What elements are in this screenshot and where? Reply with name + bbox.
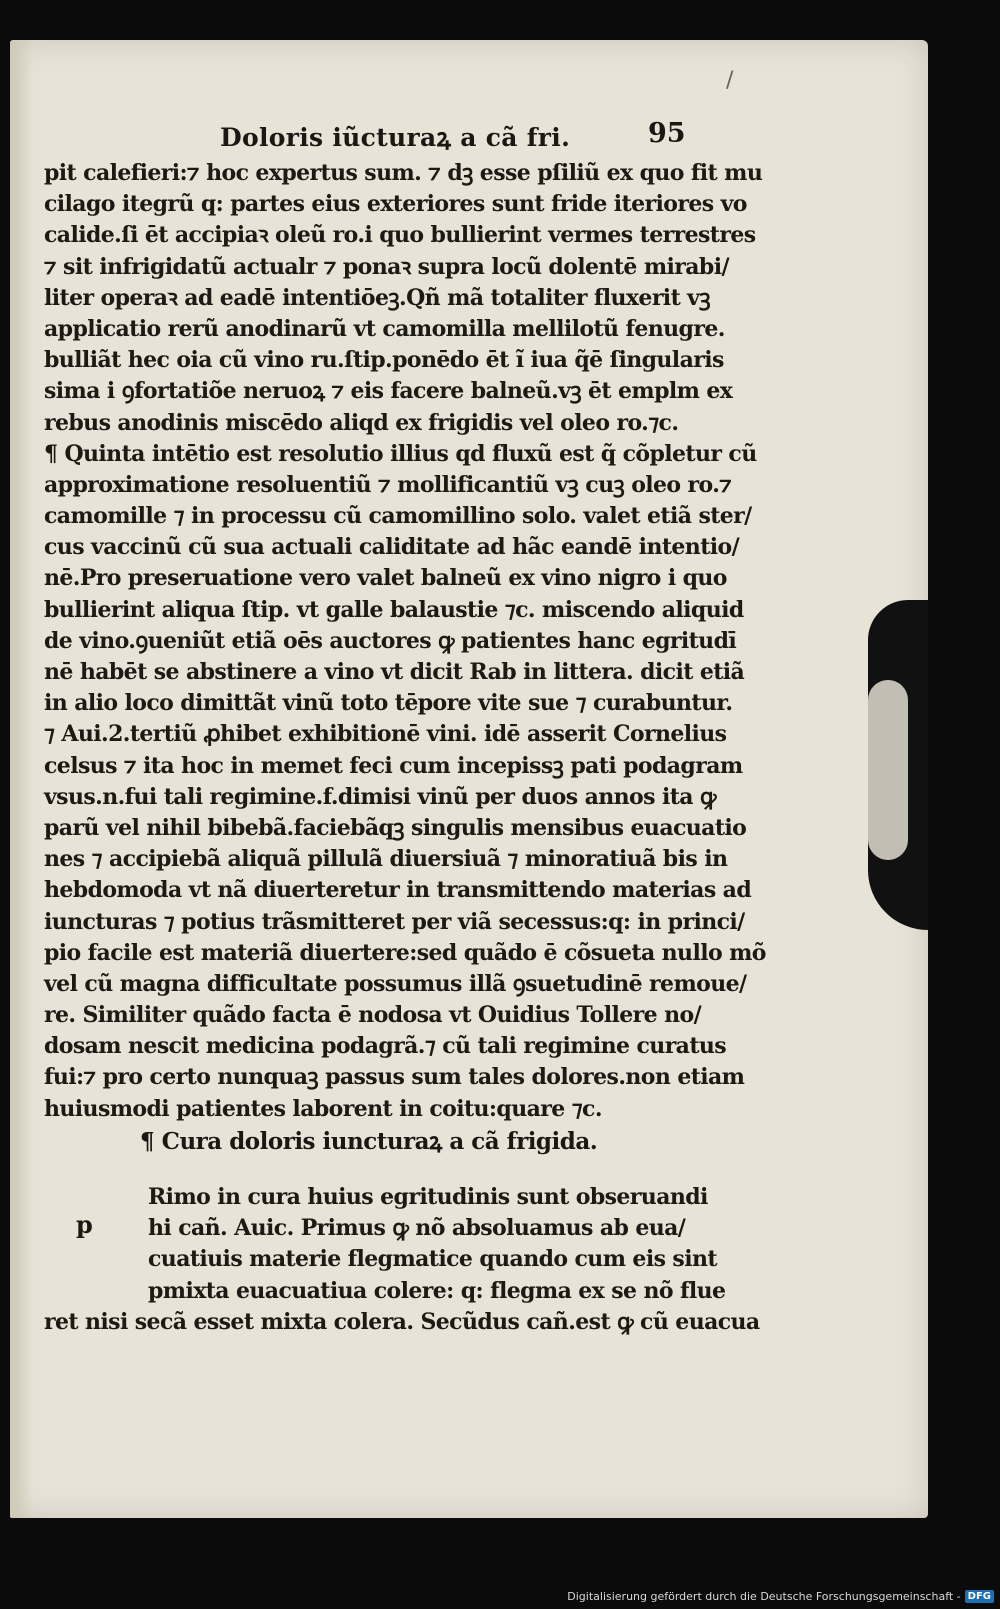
body-text — [44, 158, 766, 1125]
text-line: iuncturas ⁊ potius trãsmitteret per viã secessus:q: in princi/ — [44, 908, 745, 935]
text-line: celsus ⁊ ita hoc in memet feci cum incepissꝫ pati podagram — [44, 752, 743, 779]
text-line: ¶ Quinta intētio est resolutio illius qd fluxũ est q̃ cõpletur cũ — [44, 440, 757, 467]
chapter-text-line: pmixta euacuatiua colere: q: flegma ex se nõ flue — [148, 1277, 726, 1304]
chapter-text-line: ret nisi secã esset mixta colera. Secũdus cañ.est ꝙ cũ euacua — [44, 1308, 760, 1335]
text-line: pio facile est materiã diuertere:sed quãdo ē cõsueta nullo mõ — [44, 939, 766, 966]
text-line: nes ⁊ accipiebã aliquã pillulã diuersiuã ⁊ minoratiuã bis in — [44, 846, 728, 873]
text-line: cilago itegrũ q: partes eius exteriores sunt fride iteriores vo — [44, 191, 747, 218]
text-line: pit calefieri:⁊ hoc expertus sum. ⁊ dꝫ esse pſiliũ ex quo fit mu — [44, 160, 763, 186]
text-line: huiusmodi patientes laborent in coitu:quare ⁊c. — [44, 1095, 602, 1122]
text-line: hebdomoda vt nã diuerteretur in transmittendo materias ad — [44, 877, 752, 904]
book-page — [10, 40, 928, 1518]
page-gutter-shadow — [10, 40, 32, 1518]
dfg-logo: DFG — [965, 1590, 994, 1603]
pencil-mark: / — [726, 68, 734, 93]
chapter-text-line: Rimo in cura huius egritudinis sunt obseruandi — [148, 1184, 708, 1210]
guide-letter: p — [76, 1210, 93, 1239]
text-line: parũ vel nihil bibebã.faciebãqꝫ singulis mensibus euacuatio — [44, 814, 747, 841]
text-line: approximatione resoluentiũ ⁊ mollificantiũ vꝫ cuꝫ oleo ro.⁊ — [44, 471, 732, 498]
text-line: dosam nescit medicina podagrã.⁊ cũ tali regimine curatus — [44, 1033, 727, 1060]
text-line: calide.ſi ēt accipiaꝛ oleũ ro.i quo bullierint vermes terrestres — [44, 222, 756, 249]
text-line: ⁊ sit infrigidatũ actualr ⁊ ponaꝛ supra locũ dolentē mirabi/ — [44, 253, 729, 280]
text-line: vel cũ magna difficultate possumus illã ꝯsuetudinē remoue/ — [44, 970, 747, 997]
chapter-heading: ¶ Cura doloris iuncturaꝝ a cã frigida. — [140, 1128, 598, 1155]
text-line: applicatio rerũ anodinarũ vt camomilla mellilotũ fenugre. — [44, 315, 725, 342]
credit-text: Digitalisierung gefördert durch die Deutsche Forschungsgemeinschaft - — [567, 1589, 961, 1603]
chapter-text — [44, 1182, 760, 1338]
running-head: Doloris iũcturaꝝ a cã fri. — [220, 123, 571, 152]
page-damage-patch — [868, 680, 908, 860]
text-line: nē.Pro preseruatione vero valet balneũ ex vino nigro i quo — [44, 565, 727, 592]
text-line: camomille ⁊ in processu cũ camomillino solo. valet etiã ster/ — [44, 503, 752, 530]
text-line: in alio loco dimittãt vinũ toto tēpore vite sue ⁊ curabuntur. — [44, 690, 733, 717]
folio-number: 95 — [648, 118, 686, 149]
text-line: bulliãt hec oia cũ vino ru.ſtip.ponēdo ēt ĩ iua q̃ē ſingularis — [44, 347, 724, 374]
digitization-credit — [567, 1587, 994, 1605]
text-line: sima i ꝯfortatiõe neruoꝝ ⁊ eis facere balneũ.vꝫ ēt emplm ex — [44, 378, 733, 405]
text-line: bullierint aliqua ſtip. vt galle balaustie ⁊c. miscendo aliquid — [44, 596, 744, 623]
chapter-text-line: hi cañ. Auic. Primus ꝙ nõ absoluamus ab eua/ — [148, 1215, 686, 1242]
text-line: nē habēt se abstinere a vino vt dicit Rab in littera. dicit etiã — [44, 659, 745, 685]
text-line: de vino.ꝯueniũt etiã oēs auctores ꝙ patientes hanc egritudī — [44, 627, 737, 654]
text-line: ⁊ Aui.2.tertiũ ꝓhibet exhibitionē vini. idē asserit Cornelius — [44, 721, 727, 748]
text-line: cus vaccinũ cũ sua actuali caliditate ad hãc eandē intentio/ — [44, 534, 740, 561]
text-line: re. Similiter quãdo facta ē nodosa vt Ouidius Tollere no/ — [44, 1002, 702, 1029]
text-line: vsus.n.fui tali regimine.f.dimisi vinũ per duos annos ita ꝙ — [44, 783, 716, 810]
text-line: rebus anodinis miscēdo aliqd ex frigidis vel oleo ro.⁊c. — [44, 409, 679, 436]
text-line: fui:⁊ pro certo nunquaꝫ passus sum tales dolores.non etiam — [44, 1064, 745, 1091]
chapter-text-line: cuatiuis materie flegmatice quando cum eis sint — [148, 1246, 717, 1273]
text-line: liter operaꝛ ad eadē intentiōeꝫ.Qñ mã totaliter fluxerit vꝫ — [44, 284, 711, 311]
